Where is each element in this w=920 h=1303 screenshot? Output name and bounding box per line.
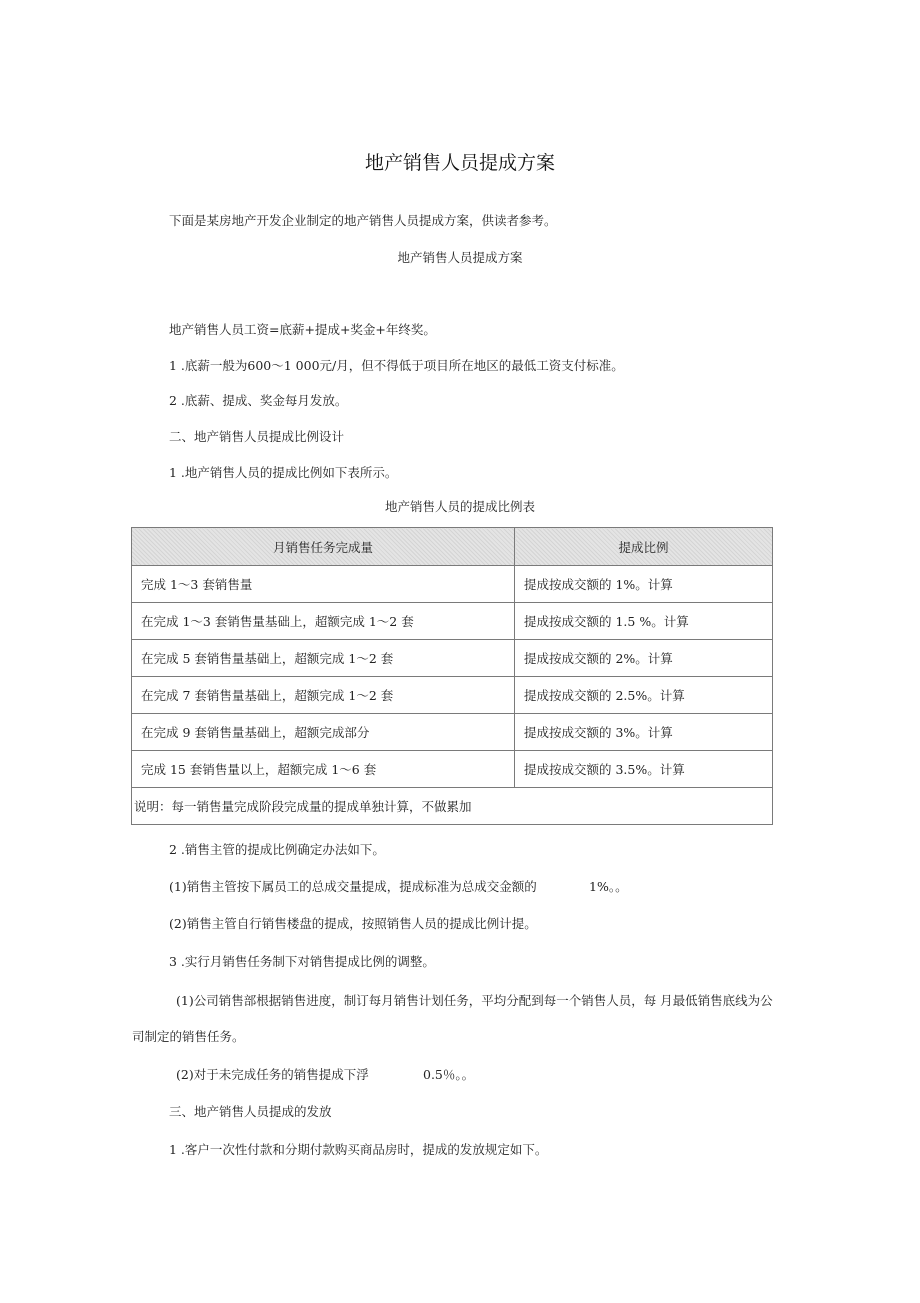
document-title: 地产销售人员提成方案 — [364, 152, 555, 174]
column-header-task: 月销售任务完成量 — [132, 528, 515, 566]
ratio-cell: 提成按成交额的 2%。计算 — [515, 640, 773, 677]
item-payment-rules: 1 .客户一次性付款和分期付款购买商品房时，提成的发放规定如下。 — [169, 1142, 548, 1157]
task-cell: 在完成 5 套销售量基础上，超额完成 1～2 套 — [132, 640, 515, 677]
ratio-cell: 提成按成交额的 1%。计算 — [515, 566, 773, 603]
table-row — [132, 751, 773, 788]
commission-ratio-table — [131, 527, 773, 825]
task-cell: 完成 1～3 套销售量 — [132, 566, 515, 603]
table-row — [132, 640, 773, 677]
table-row — [132, 566, 773, 603]
ratio-cell: 提成按成交额的 2.5%。计算 — [515, 677, 773, 714]
task-cell: 在完成 1～3 套销售量基础上，超额完成 1～2 套 — [132, 603, 515, 640]
task-cell: 在完成 9 套销售量基础上，超额完成部分 — [132, 714, 515, 751]
item-monthly-plan-line1: (1)公司销售部根据销售进度，制订每月销售计划任务，平均分配到每一个销售人员，每 月最低销售底线为公 — [176, 993, 773, 1008]
table-caption: 地产销售人员的提成比例表 — [384, 499, 535, 514]
item-supervisor-own-sales: (2)销售主管自行销售楼盘的提成，按照销售人员的提成比例计提。 — [169, 916, 537, 931]
table-row — [132, 603, 773, 640]
section-heading-3: 三、地产销售人员提成的发放 — [169, 1104, 332, 1119]
intro-paragraph: 下面是某房地产开发企业制定的地产销售人员提成方案，供读者参考。 — [169, 213, 557, 228]
salary-formula: 地产销售人员工资=底薪+提成+奖金+年终奖。 — [169, 322, 436, 337]
section-heading-2: 二、地产销售人员提成比例设计 — [169, 429, 345, 444]
item-unfinished-task: (2)对于未完成任务的销售提成下浮 — [176, 1067, 369, 1082]
task-cell: 在完成 7 套销售量基础上，超额完成 1～2 套 — [132, 677, 515, 714]
item-payment-schedule: 2 .底薪、提成、奖金每月发放。 — [169, 393, 348, 408]
table-header-row — [132, 528, 773, 566]
table-note-row — [132, 788, 773, 825]
table-note: 说明：每一销售量完成阶段完成量的提成单独计算，不做累加 — [132, 788, 773, 825]
item-supervisor-ratio: 2 .销售主管的提成比例确定办法如下。 — [169, 842, 385, 857]
supervisor-commission-rate: 1%。。 — [589, 879, 628, 894]
table-row — [132, 714, 773, 751]
unfinished-task-rate: 0.5％。。 — [423, 1067, 475, 1082]
item-monthly-plan-line2: 司制定的销售任务。 — [132, 1029, 245, 1044]
task-cell: 完成 15 套销售量以上，超额完成 1～6 套 — [132, 751, 515, 788]
item-base-salary: 1 .底薪一般为600～1 000元/月，但不得低于项目所在地区的最低工资支付标准。 — [169, 358, 624, 373]
ratio-cell: 提成按成交额的 1.5 %。计算 — [515, 603, 773, 640]
column-header-ratio: 提成比例 — [515, 528, 773, 566]
item-monthly-task-adjustment: 3 .实行月销售任务制下对销售提成比例的调整。 — [169, 954, 435, 969]
ratio-cell: 提成按成交额的 3.5%。计算 — [515, 751, 773, 788]
item-supervisor-team-commission: (1)销售主管按下属员工的总成交量提成，提成标准为总成交金额的 — [169, 879, 537, 894]
ratio-cell: 提成按成交额的 3%。计算 — [515, 714, 773, 751]
table-row — [132, 677, 773, 714]
item-ratio-intro: 1 .地产销售人员的提成比例如下表所示。 — [169, 465, 398, 480]
subtitle: 地产销售人员提成方案 — [397, 250, 523, 265]
